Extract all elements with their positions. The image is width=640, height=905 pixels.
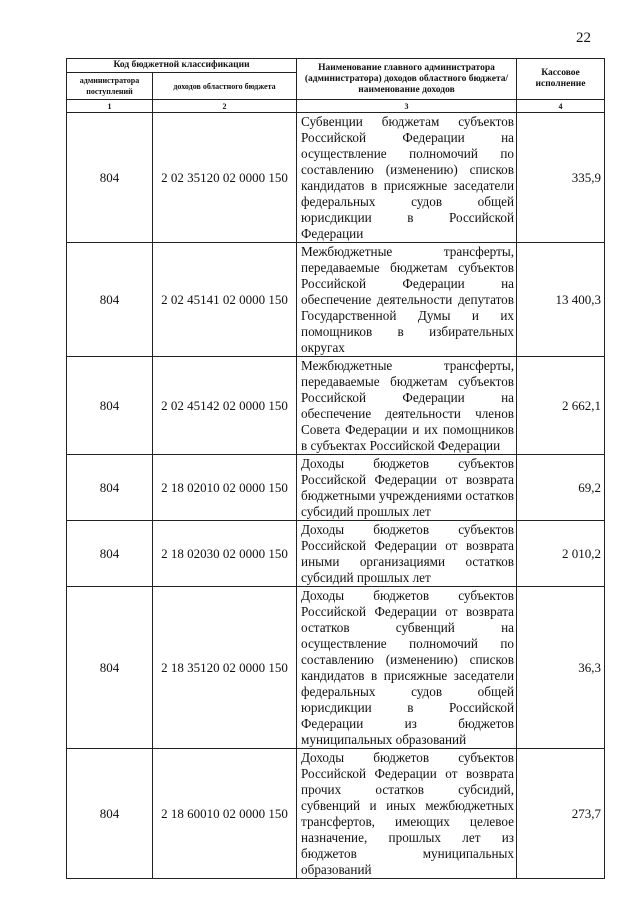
table-row: [67, 521, 605, 587]
column-number: 1: [67, 100, 153, 113]
income-name: Доходы бюджетов субъектов Российской Федерации от возврата прочих остатков субсидий, субвенций и иных межбюджетных трансфертов, имеющих целевое назначение, прошлых лет из бюджетов муниципальных образований: [301, 750, 515, 877]
income-name: Субвенции бюджетам субъектов Российской Федерации на осуществление полномочий по составлению (изменению) списков кандидатов в присяжные заседатели федеральных судов общей юрисдикции в Российской Федерации: [301, 114, 515, 241]
amount: 2 662,1: [517, 357, 605, 455]
admin-code: 804: [67, 357, 153, 455]
admin-code: 804: [67, 113, 153, 243]
admin-code: 804: [67, 587, 153, 749]
column-number: 3: [297, 100, 517, 113]
income-code: 2 02 35120 02 0000 150: [153, 113, 297, 243]
column-number: 4: [517, 100, 605, 113]
income-code: 2 18 02010 02 0000 150: [153, 455, 297, 521]
table-row: [67, 749, 605, 879]
header-income-name: Наименование главного администратора (администратора) доходов областного бюджета/ наименование доходов: [297, 59, 517, 100]
income-code: 2 18 60010 02 0000 150: [153, 749, 297, 879]
header-admin: администратора поступлений: [67, 73, 153, 100]
income-name-cell: [297, 455, 517, 521]
income-name: Межбюджетные трансферты, передаваемые бюджетам субъектов Российской Федерации на обеспечение деятельности членов Совета Федерации и их помощников в субъектах Российской Федерации: [301, 358, 515, 453]
page-number: 22: [576, 30, 591, 46]
income-code: 2 02 45141 02 0000 150: [153, 243, 297, 357]
income-code: 2 18 02030 02 0000 150: [153, 521, 297, 587]
admin-code: 804: [67, 455, 153, 521]
header-income-code: доходов областного бюджета: [153, 73, 297, 100]
amount: 2 010,2: [517, 521, 605, 587]
income-name: Доходы бюджетов субъектов Российской Федерации от возврата остатков субвенций на осуществление полномочий по составлению (изменению) списков кандидатов в присяжные заседатели федеральных судов общей юрисдикции в Российской Федерации из бюджетов муниципальных образований: [301, 588, 515, 747]
income-name-cell: [297, 749, 517, 879]
budget-table: [66, 58, 605, 879]
income-name: Межбюджетные трансферты, передаваемые бюджетам субъектов Российской Федерации на обеспечение деятельности депутатов Государственной Думы и их помощников в избирательных округах: [301, 244, 515, 355]
amount: 69,2: [517, 455, 605, 521]
header-cash-execution: Кассовое исполнение: [517, 59, 605, 100]
income-name-cell: [297, 113, 517, 243]
income-name: Доходы бюджетов субъектов Российской Федерации от возврата иными организациями остатков субсидий прошлых лет: [301, 522, 515, 585]
admin-code: 804: [67, 521, 153, 587]
admin-code: 804: [67, 749, 153, 879]
amount: 36,3: [517, 587, 605, 749]
table-row: [67, 243, 605, 357]
table-row: [67, 587, 605, 749]
income-name-cell: [297, 357, 517, 455]
income-name-cell: [297, 587, 517, 749]
header-classification-code: Код бюджетной классификации: [67, 59, 297, 73]
income-name-cell: [297, 521, 517, 587]
table-row: [67, 455, 605, 521]
amount: 13 400,3: [517, 243, 605, 357]
column-number: 2: [153, 100, 297, 113]
income-code: 2 02 45142 02 0000 150: [153, 357, 297, 455]
income-code: 2 18 35120 02 0000 150: [153, 587, 297, 749]
amount: 273,7: [517, 749, 605, 879]
table-row: [67, 357, 605, 455]
income-name: Доходы бюджетов субъектов Российской Федерации от возврата бюджетными учреждениями остатков субсидий прошлых лет: [301, 456, 515, 519]
amount: 335,9: [517, 113, 605, 243]
admin-code: 804: [67, 243, 153, 357]
table-row: [67, 113, 605, 243]
income-name-cell: [297, 243, 517, 357]
